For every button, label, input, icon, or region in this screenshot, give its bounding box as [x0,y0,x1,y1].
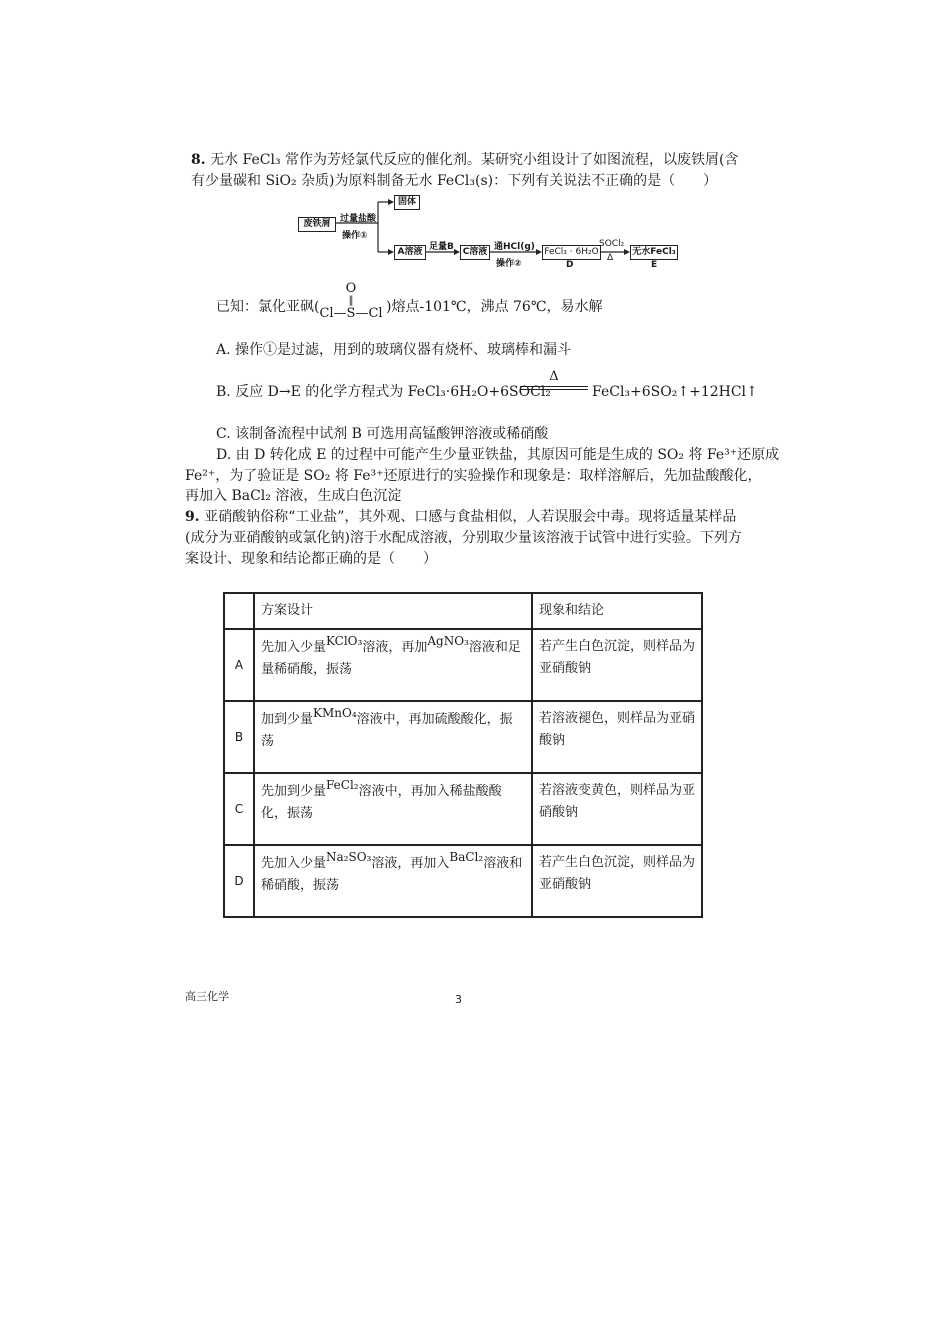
option-8b-prefix: B. 反应 D→E 的化学方程式为 FeCl₃·6H₂O+6SOCl₂ [216,384,551,400]
row-key: B [224,701,254,773]
flow-reagent-b: 足量B [429,242,454,252]
reaction-condition [520,370,588,390]
flow-operation-2: 操作② [496,259,522,269]
structure-chain: Cl—S—Cl [319,306,383,321]
question-9-stem [185,507,755,570]
known-suffix: )熔点-101℃，沸点 76℃，易水解 [386,299,603,315]
question-8-stem [191,150,751,192]
reaction-equals-sign [520,386,588,390]
row-design: 先加入少量KClO₃溶液，再加AgNO₃溶液和足量稀硝酸，振荡 [254,629,532,701]
flow-socl2-label: SOCl₂ [599,239,625,249]
header-cell-key [224,593,254,629]
row-key: C [224,773,254,845]
row-design: 加到少量KMnO₄溶液中，再加硫酸酸化，振荡 [254,701,532,773]
row-result: 若产生白色沉淀，则样品为亚硝酸钠 [532,845,702,917]
footer-page-number: 3 [455,993,462,1006]
structure-oxygen: O [345,281,357,296]
row-key: D [224,845,254,917]
structure-double-bond: ‖ [348,295,354,306]
header-cell-result: 现象和结论 [532,593,702,629]
reaction-heat-symbol: Δ [549,369,559,384]
header-cell-design: 方案设计 [254,593,532,629]
flow-e-product-box: 无水FeCl₃ [630,245,678,260]
question-9-text: 亚硝酸钠俗称“工业盐”，其外观、口感与食盐相似，人若误服会中毒。现将适量某样品(成分为亚硝酸钠或氯化钠)溶于水配成溶液，分别取少量该溶液于试管中进行实验。下列方案设计、现象和结论都正确的是（ ） [185,509,742,567]
table-row [224,773,702,845]
flow-diagram [296,190,696,280]
flow-operation-1: 操作① [342,231,368,241]
flow-start-box: 废铁屑 [298,217,336,232]
table-row [224,629,702,701]
flow-a-solution-box: A溶液 [394,245,426,260]
flow-heat-label: Δ [607,253,614,263]
option-8b-suffix: FeCl₃+6SO₂↑+12HCl↑ [592,384,758,400]
flow-d-label: D [566,260,574,270]
thionyl-chloride-structure [318,281,384,321]
option-8d-line2: Fe²⁺，为了验证是 SO₂ 将 Fe³⁺还原进行的实验操作和现象是：取样溶解后，先加盐酸酸化， [185,468,762,484]
row-result: 若产生白色沉淀，则样品为亚硝酸钠 [532,629,702,701]
row-design: 先加到少量FeCl₂溶液中，再加入稀盐酸酸化，振荡 [254,773,532,845]
flow-reagent-hcl-gas: 通HCl(g) [494,242,535,252]
footer-subject: 高三化学 [185,990,229,1003]
row-design: 先加入少量Na₂SO₃溶液，再加入BaCl₂溶液和稀硝酸，振荡 [254,845,532,917]
row-result: 若溶液变黄色，则样品为亚硝酸钠 [532,773,702,845]
flow-e-label: E [651,260,658,270]
question-9-number: 9. [185,509,200,525]
known-prefix: 已知：氯化亚砜( [216,299,320,315]
table-row [224,701,702,773]
flow-reagent-hcl-excess: 过量盐酸 [340,214,377,224]
experiment-table [223,592,703,918]
option-8c: C. 该制备流程中试剂 B 可选用高锰酸钾溶液或稀硝酸 [216,426,549,442]
question-8-text: 无水 FeCl₃ 常作为芳烃氯代反应的催化剂。某研究小组设计了如图流程，以废铁屑(含有少量碳和 SiO₂ 杂质)为原料制备无水 FeCl₃(s)：下列有关说法不正确的是（ ） [191,152,739,189]
option-8a: A. 操作①是过滤，用到的玻璃仪器有烧杯、玻璃棒和漏斗 [216,342,572,358]
table-header-row [224,593,702,629]
row-result: 若溶液褪色，则样品为亚硝酸钠 [532,701,702,773]
flow-solid-box: 固体 [394,195,420,210]
table-row [224,845,702,917]
flow-c-solution-box: C溶液 [460,245,490,260]
option-8d-line3: 再加入 BaCl₂ 溶液，生成白色沉淀 [185,488,402,504]
row-key: A [224,629,254,701]
flow-d-product-box: FeCl₃ · 6H₂O [542,245,601,260]
question-8-number: 8. [191,152,206,168]
option-8d-line1: D. 由 D 转化成 E 的过程中可能产生少量亚铁盐，其原因可能是生成的 SO₂ 将 Fe³⁺还原成 [216,447,780,463]
